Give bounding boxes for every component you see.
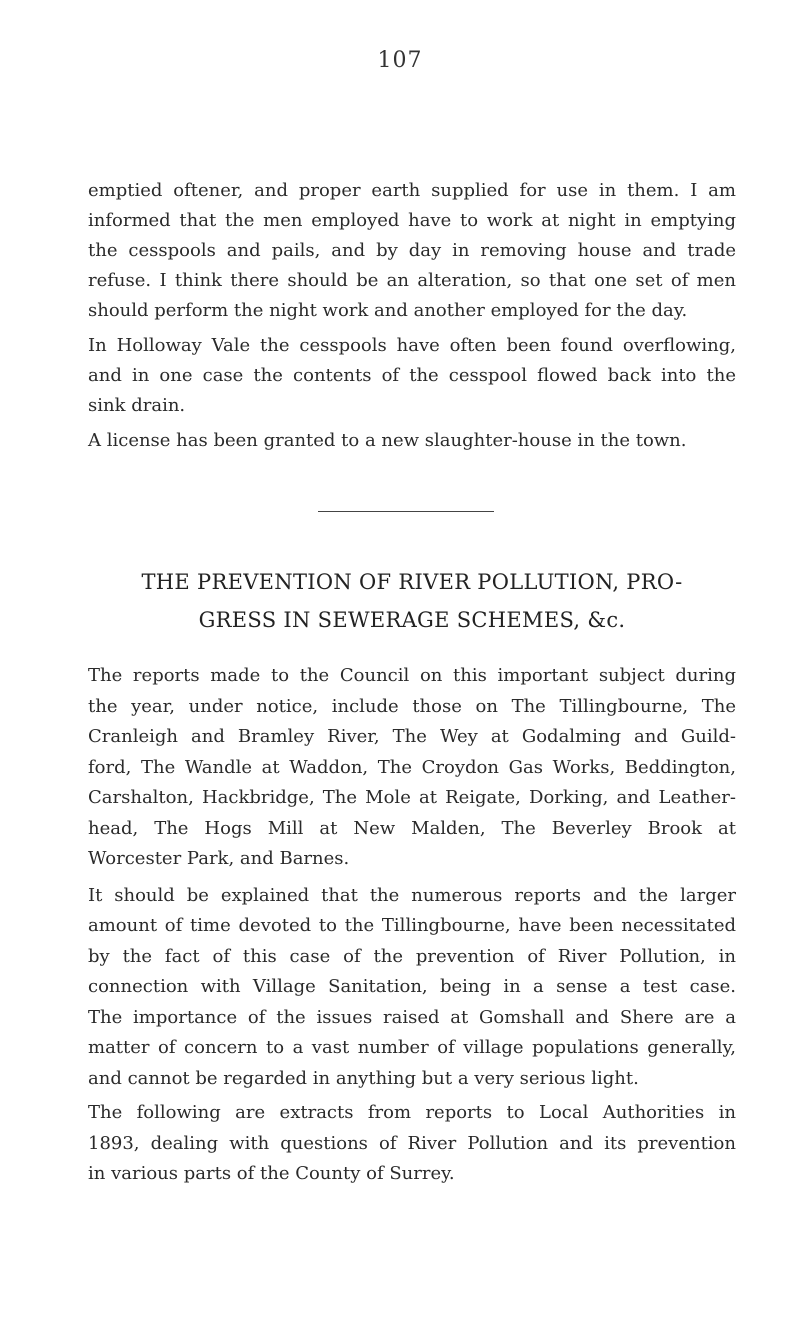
- text-line: and in one case the contents of the cesspool flowed back into the: [88, 365, 736, 386]
- paragraph: [88, 426, 736, 456]
- text-line: and cannot be regarded in anything but a very serious light.: [88, 1067, 639, 1089]
- text-line: emptied oftener, and proper earth supplied for use in them. I am: [88, 180, 736, 201]
- text-line: the year, under notice, include those on The Tillingbourne, The: [88, 695, 736, 717]
- text-line: refuse. I think there should be an alteration, so that one set of men: [88, 270, 736, 291]
- text-line: amount of time devoted to the Tillingbourne, have been necessitated: [88, 915, 736, 936]
- text-line: It should be explained that the numerous reports and the larger: [88, 884, 736, 906]
- text-line: in various parts of the County of Surrey.: [88, 1163, 455, 1184]
- text-line: by the fact of this case of the prevention of River Pollution, in: [88, 945, 736, 967]
- lower-text-block: [88, 661, 736, 1190]
- text-line: connection with Village Sanitation, being in a sense a test case.: [88, 976, 736, 997]
- text-line: The reports made to the Council on this important subject during: [88, 665, 736, 686]
- text-line: informed that the men employed have to work at night in emptying: [88, 210, 736, 231]
- text-line: the cesspools and pails, and by day in removing house and trade: [88, 240, 736, 261]
- text-line: Cranleigh and Bramley River, The Wey at Godalming and Guild-: [88, 726, 736, 747]
- text-line: should perform the night work and another employed for the day.: [88, 300, 688, 321]
- text-line: Carshalton, Hackbridge, The Mole at Reigate, Dorking, and Leather-: [88, 787, 736, 808]
- text-line: A license has been granted to a new slaughter-house in the town.: [88, 430, 687, 451]
- text-line: The following are extracts from reports to Local Authorities in: [88, 1102, 736, 1123]
- text-line: The importance of the issues raised at Gomshall and Shere are a: [88, 1006, 736, 1028]
- paragraph: [88, 1098, 736, 1190]
- text-line: head, The Hogs Mill at New Malden, The Beverley Brook at: [88, 817, 736, 839]
- paragraph: [88, 661, 736, 875]
- text-line: Worcester Park, and Barnes.: [88, 848, 350, 869]
- heading-line: THE PREVENTION OF RIVER POLLUTION, PRO-: [141, 570, 683, 594]
- top-text-block: [88, 176, 736, 456]
- page-number: 107: [377, 48, 423, 73]
- paragraph: [88, 331, 736, 421]
- heading-line: GRESS IN SEWERAGE SCHEMES, &c.: [198, 608, 626, 632]
- section-heading: [88, 563, 736, 639]
- paragraph: [88, 881, 736, 1095]
- text-line: sink drain.: [88, 395, 186, 416]
- paragraph: [88, 176, 736, 326]
- text-line: In Holloway Vale the cesspools have often been found overflowing,: [88, 335, 736, 356]
- text-line: matter of concern to a vast number of village populations generally,: [88, 1037, 736, 1058]
- text-line: ford, The Wandle at Waddon, The Croydon Gas Works, Beddington,: [88, 756, 736, 778]
- section-divider: [318, 511, 494, 512]
- text-line: 1893, dealing with questions of River Pollution and its prevention: [88, 1132, 736, 1154]
